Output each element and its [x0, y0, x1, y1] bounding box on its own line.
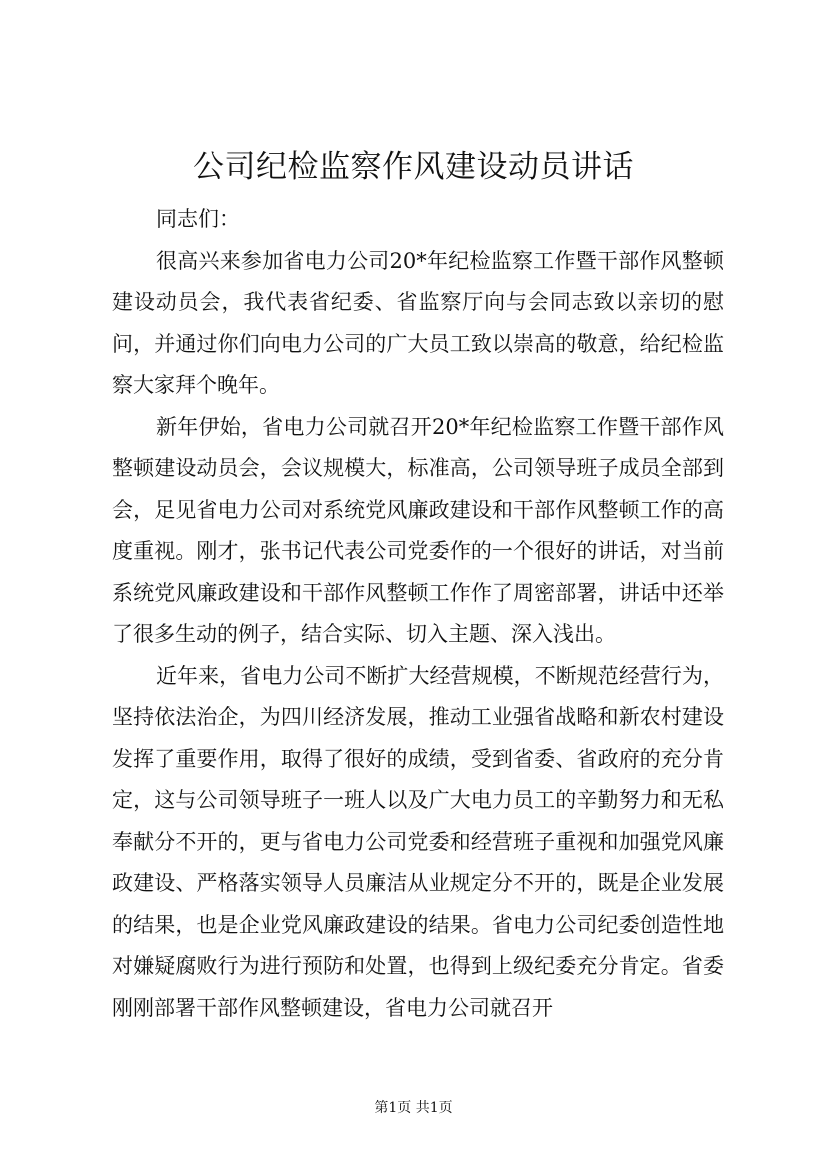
document-title: 公司纪检监察作风建设动员讲话 [193, 149, 634, 185]
paragraph-3: 近年来，省电力公司不断扩大经营规模，不断规范经营行为，坚持依法治企，为四川经济发展，推动工业强省战略和新农村建设发挥了重要作用，取得了很好的成绩，受到省委、省政府的充分肯定，这与公司领导班子一班人以及广大电力员工的辛勤努力和无私奉献分不开的，更与省电力公司党委和经营班子重视和加强党风廉政建设、严格落实领导人员廉洁从业规定分不开的，既是企业发展的结果，也是企业党风廉政建设的结果。省电力公司纪委创造性地对嫌疑腐败行为进行预防和处置，也得到上级纪委充分肯定。省委刚刚部署干部作风整顿建设，省电力公司就召开 [112, 663, 724, 1020]
salutation: 同志们： [156, 207, 240, 231]
page-footer: 第1页 共1页 [374, 1100, 453, 1116]
document-body [112, 199, 724, 1029]
paragraph-2: 新年伊始，省电力公司就召开20*年纪检监察工作暨干部作风整顿建设动员会，会议规模大，标准高，公司领导班子成员全部到会，足见省电力公司对系统党风廉政建设和干部作风整顿工作的高度重视。刚才，张书记代表公司党委作的一个很好的讲话，对当前系统党风廉政建设和干部作风整顿工作作了周密部署，讲话中还举了很多生动的例子，结合实际、切入主题、深入浅出。 [112, 414, 724, 646]
paragraph-1: 很高兴来参加省电力公司20*年纪检监察工作暨干部作风整顿建设动员会，我代表省纪委、省监察厅向与会同志致以亲切的慰问，并通过你们向电力公司的广大员工致以崇高的敬意，给纪检监察大家拜个晚年。 [112, 248, 724, 397]
